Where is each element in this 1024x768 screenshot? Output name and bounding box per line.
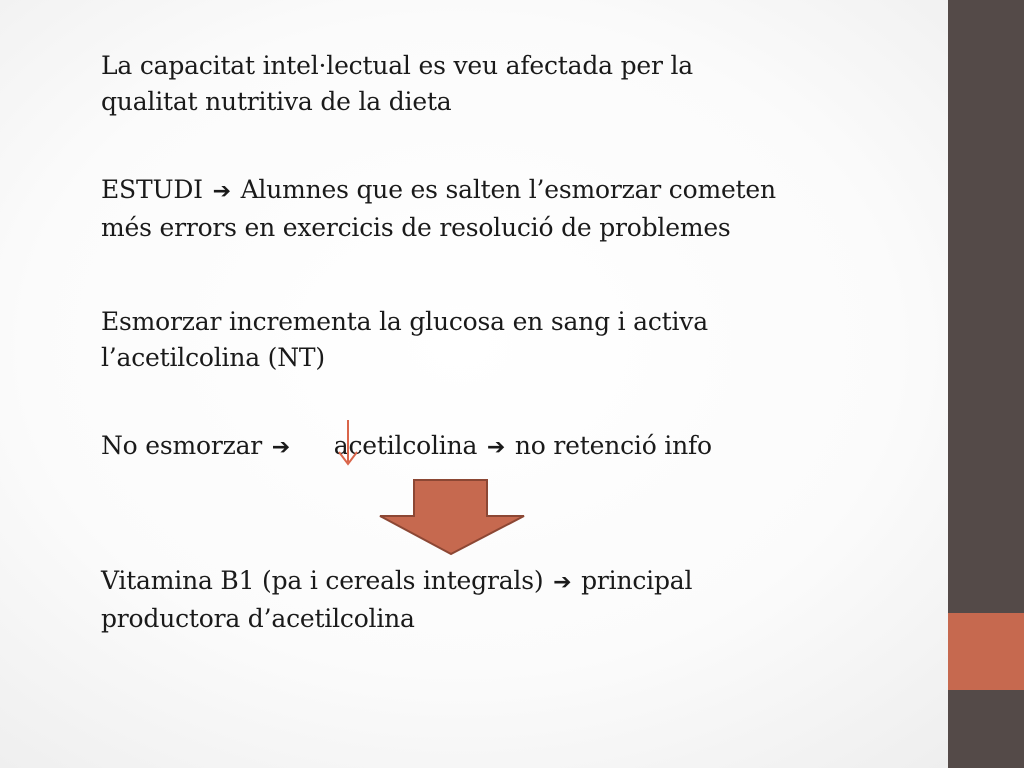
p1-line2: qualitat nutritiva de la dieta	[101, 87, 452, 116]
sidebar-accent-block	[948, 613, 1024, 690]
p4-a: No esmorzar	[101, 431, 263, 460]
paragraph-vitamin-b1	[101, 563, 692, 637]
p2-line2: més errors en exercicis de resolució de problemes	[101, 213, 731, 242]
p2-line1-text: Alumnes que es salten l’esmorzar cometen	[240, 175, 776, 204]
right-arrow-icon: ➔	[212, 179, 231, 204]
decrease-arrow-icon	[336, 418, 360, 468]
right-arrow-icon: ➔	[486, 435, 506, 460]
paragraph-breakfast	[101, 304, 708, 376]
p3-line1: Esmorzar incrementa la glucosa en sang i activa	[101, 307, 708, 336]
right-arrow-icon: ➔	[271, 435, 291, 460]
p4-b: acetilcolina	[333, 431, 478, 460]
paragraph-study	[101, 172, 776, 246]
p5-line1-text: Vitamina B1 (pa i cereals integrals)	[101, 566, 544, 595]
p4-c: no retenció info	[514, 431, 712, 460]
block-down-arrow-icon	[377, 478, 527, 556]
p5-line1-end: principal	[581, 566, 693, 595]
p3-line2: l’acetilcolina (NT)	[101, 343, 325, 372]
paragraph-intellectual-capacity	[101, 48, 693, 120]
p5-line2: productora d’acetilcolina	[101, 604, 415, 633]
p2-label: ESTUDI	[101, 175, 203, 204]
p1-line1: La capacitat intel·lectual es veu afectada per la	[101, 51, 693, 80]
right-arrow-icon: ➔	[553, 570, 572, 595]
paragraph-no-breakfast	[101, 428, 712, 466]
